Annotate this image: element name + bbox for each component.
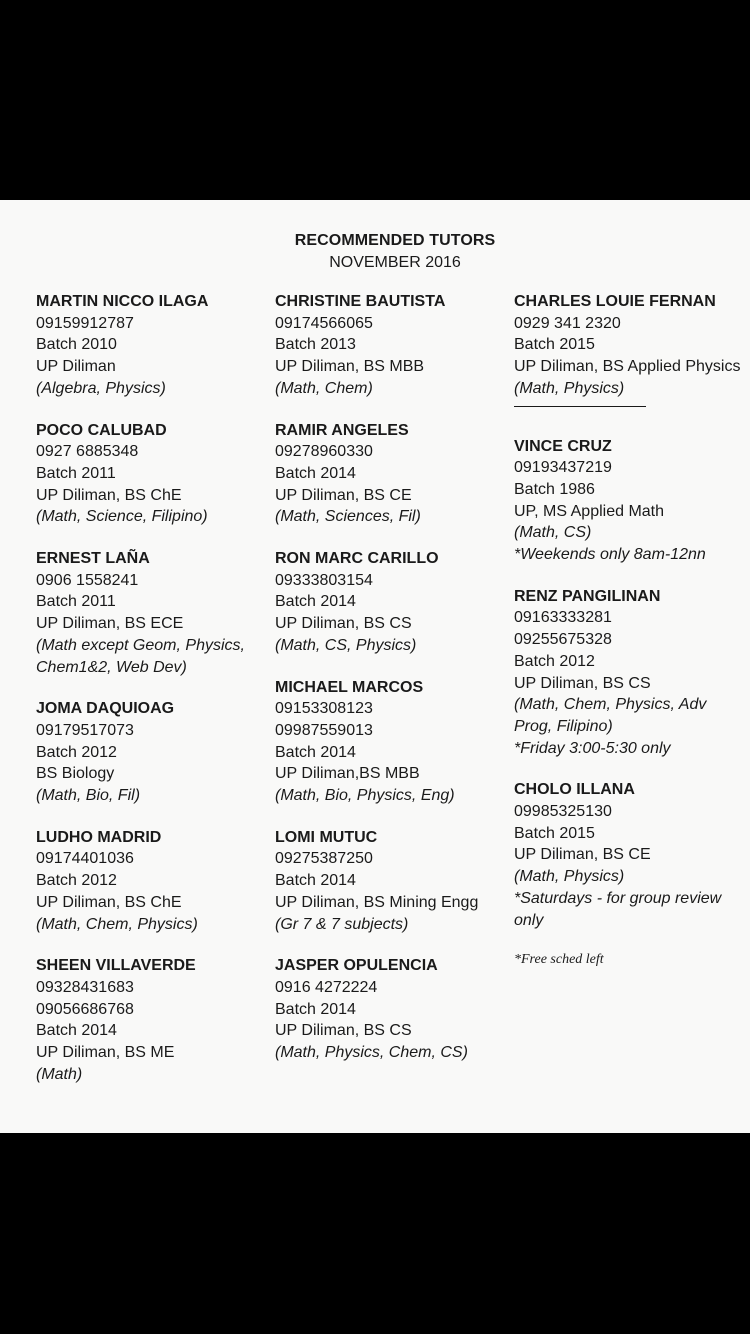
tutor-detail: 09174566065	[275, 314, 373, 332]
tutor-detail: 09275387250	[275, 850, 373, 868]
tutor-detail: Batch 2014	[275, 872, 356, 890]
tutor-detail: Batch 2015	[514, 824, 595, 842]
tutor-subjects: (Math, CS)	[514, 524, 592, 542]
tutor-detail: Batch 2014	[36, 1022, 117, 1040]
tutor-detail: 09153308123	[275, 700, 373, 718]
tutor-entry	[275, 955, 507, 1064]
tutor-detail: Batch 2013	[275, 336, 356, 354]
tutor-detail: 09179517073	[36, 721, 134, 739]
tutor-detail: UP Diliman, BS CE	[275, 486, 412, 504]
tutor-name: LUDHO MADRID	[36, 828, 162, 846]
tutor-subjects: (Math)	[36, 1065, 83, 1083]
tutor-detail: 0906 1558241	[36, 571, 139, 589]
tutor-detail: UP, MS Applied Math	[514, 502, 665, 520]
tutor-detail: Batch 2014	[275, 593, 356, 611]
tutor-subjects: (Math, Physics)	[514, 868, 625, 886]
tutor-detail: UP Diliman, BS CS	[514, 674, 651, 692]
tutor-name: MICHAEL MARCOS	[275, 678, 424, 696]
tutor-entry	[275, 291, 507, 400]
tutor-detail: Batch 2014	[275, 1000, 356, 1018]
tutor-column-2	[275, 291, 507, 1084]
tutor-subjects: (Math, Sciences, Fil)	[275, 508, 421, 526]
tutor-detail: 09985325130	[514, 803, 612, 821]
tutor-entry	[275, 677, 507, 807]
tutor-detail: UP Diliman, BS ChE	[36, 486, 182, 504]
tutor-detail: 09987559013	[275, 721, 373, 739]
tutor-name: RENZ PANGILINAN	[514, 587, 661, 605]
tutor-detail: UP Diliman, BS Applied Physics	[514, 358, 741, 376]
tutor-detail: UP Diliman, BS ChE	[36, 893, 182, 911]
tutor-detail: UP Diliman, BS CE	[514, 846, 651, 864]
tutor-detail: Batch 2012	[514, 652, 595, 670]
tutor-group-top	[514, 291, 746, 400]
tutor-name: MARTIN NICCO ILAGA	[36, 293, 209, 310]
tutor-detail: Batch 2011	[36, 593, 116, 611]
tutor-entry	[36, 420, 268, 529]
tutor-detail: 0927 6885348	[36, 443, 139, 461]
tutor-detail: 0929 341 2320	[514, 314, 621, 332]
tutor-detail: 09333803154	[275, 571, 373, 589]
tutor-name: VINCE CRUZ	[514, 437, 612, 455]
tutor-entry	[36, 698, 268, 807]
tutor-subjects: (Math, Bio, Physics, Eng)	[275, 787, 455, 805]
tutor-detail: 0916 4272224	[275, 978, 378, 996]
tutor-subjects: (Math, Chem, Physics)	[36, 915, 198, 933]
tutor-name: POCO CALUBAD	[36, 421, 167, 439]
document-header	[0, 230, 750, 274]
tutor-name: CHRISTINE BAUTISTA	[275, 293, 446, 310]
tutor-detail: Batch 2014	[275, 743, 356, 761]
tutor-detail: 09255675328	[514, 631, 612, 649]
document-subtitle: NOVEMBER 2016	[329, 254, 461, 271]
tutor-entry	[36, 291, 268, 400]
tutor-entry	[514, 586, 746, 760]
tutor-name: RON MARC CARILLO	[275, 550, 439, 568]
tutor-entry	[275, 420, 507, 529]
tutor-entry	[36, 548, 268, 678]
tutor-name: LOMI MUTUC	[275, 828, 378, 846]
tutor-schedule-note: *Weekends only 8am-12nn	[514, 546, 706, 564]
tutor-detail: 09163333281	[514, 609, 612, 627]
tutor-schedule-note: *Friday 3:00-5:30 only	[514, 739, 671, 757]
tutor-entry	[36, 827, 268, 936]
tutor-column-1	[36, 291, 268, 1106]
tutor-detail: Batch 2015	[514, 336, 595, 354]
tutor-schedule-note: *Saturdays - for group review only	[514, 889, 722, 929]
tutor-entry	[514, 779, 746, 931]
tutor-detail: 09056686768	[36, 1000, 134, 1018]
tutor-subjects: (Math, Physics)	[514, 379, 625, 397]
tutor-detail: Batch 2010	[36, 336, 117, 354]
tutor-detail: UP Diliman, BS CS	[275, 615, 412, 633]
tutor-detail: 09193437219	[514, 459, 612, 477]
tutor-detail: Batch 2014	[275, 464, 356, 482]
tutor-subjects: (Math, Bio, Fil)	[36, 787, 141, 805]
tutor-detail: Batch 2012	[36, 872, 117, 890]
tutor-column-3	[514, 291, 746, 969]
tutor-detail: Batch 2012	[36, 743, 117, 761]
tutor-detail: 09159912787	[36, 314, 134, 332]
tutor-detail: UP Diliman	[36, 358, 116, 376]
tutor-subjects: (Math, Chem)	[275, 379, 373, 397]
tutor-name: CHOLO ILLANA	[514, 781, 635, 799]
tutor-subjects: (Gr 7 & 7 subjects)	[275, 915, 409, 933]
tutor-detail: Batch 2011	[36, 464, 116, 482]
tutor-detail: 09328431683	[36, 978, 134, 996]
tutor-name: RAMIR ANGELES	[275, 421, 409, 439]
tutor-entry	[275, 548, 507, 657]
tutor-detail: Batch 1986	[514, 480, 595, 498]
tutor-name: JASPER OPULENCIA	[275, 957, 438, 975]
tutor-detail: UP Diliman, BS ME	[36, 1044, 175, 1062]
tutor-entry	[36, 955, 268, 1085]
tutor-detail: 09174401036	[36, 850, 134, 868]
tutor-subjects: (Math, Science, Filipino)	[36, 508, 208, 526]
tutor-name: CHARLES LOUIE FERNAN	[514, 293, 716, 310]
column-divider	[514, 406, 646, 407]
tutor-entry	[514, 436, 746, 566]
footnote: *Free sched left	[514, 952, 604, 968]
tutor-subjects: (Math except Geom, Physics, Chem1&2, Web Dev)	[36, 636, 245, 676]
tutor-detail: UP Diliman, BS MBB	[275, 358, 425, 376]
tutor-detail: UP Diliman, BS Mining Engg	[275, 893, 479, 911]
tutor-detail: UP Diliman, BS CS	[275, 1022, 412, 1040]
tutor-detail: UP Diliman,BS MBB	[275, 765, 420, 783]
tutor-name: JOMA DAQUIOAG	[36, 700, 175, 718]
document-title: RECOMMENDED TUTORS	[294, 232, 496, 249]
tutor-name: SHEEN VILLAVERDE	[36, 957, 196, 975]
tutor-group-bottom	[514, 436, 746, 932]
tutor-detail: BS Biology	[36, 765, 115, 783]
tutor-name: ERNEST LAÑA	[36, 550, 150, 568]
tutor-entry	[514, 291, 746, 400]
document-page	[0, 200, 750, 1133]
tutor-subjects: (Math, Physics, Chem, CS)	[275, 1044, 468, 1062]
tutor-detail: UP Diliman, BS ECE	[36, 615, 184, 633]
tutor-detail: 09278960330	[275, 443, 373, 461]
tutor-entry	[275, 827, 507, 936]
tutor-subjects: (Algebra, Physics)	[36, 379, 166, 397]
tutor-subjects: (Math, CS, Physics)	[275, 636, 417, 654]
tutor-detail: (Math, Chem, Physics, Adv Prog, Filipino)	[514, 696, 707, 735]
